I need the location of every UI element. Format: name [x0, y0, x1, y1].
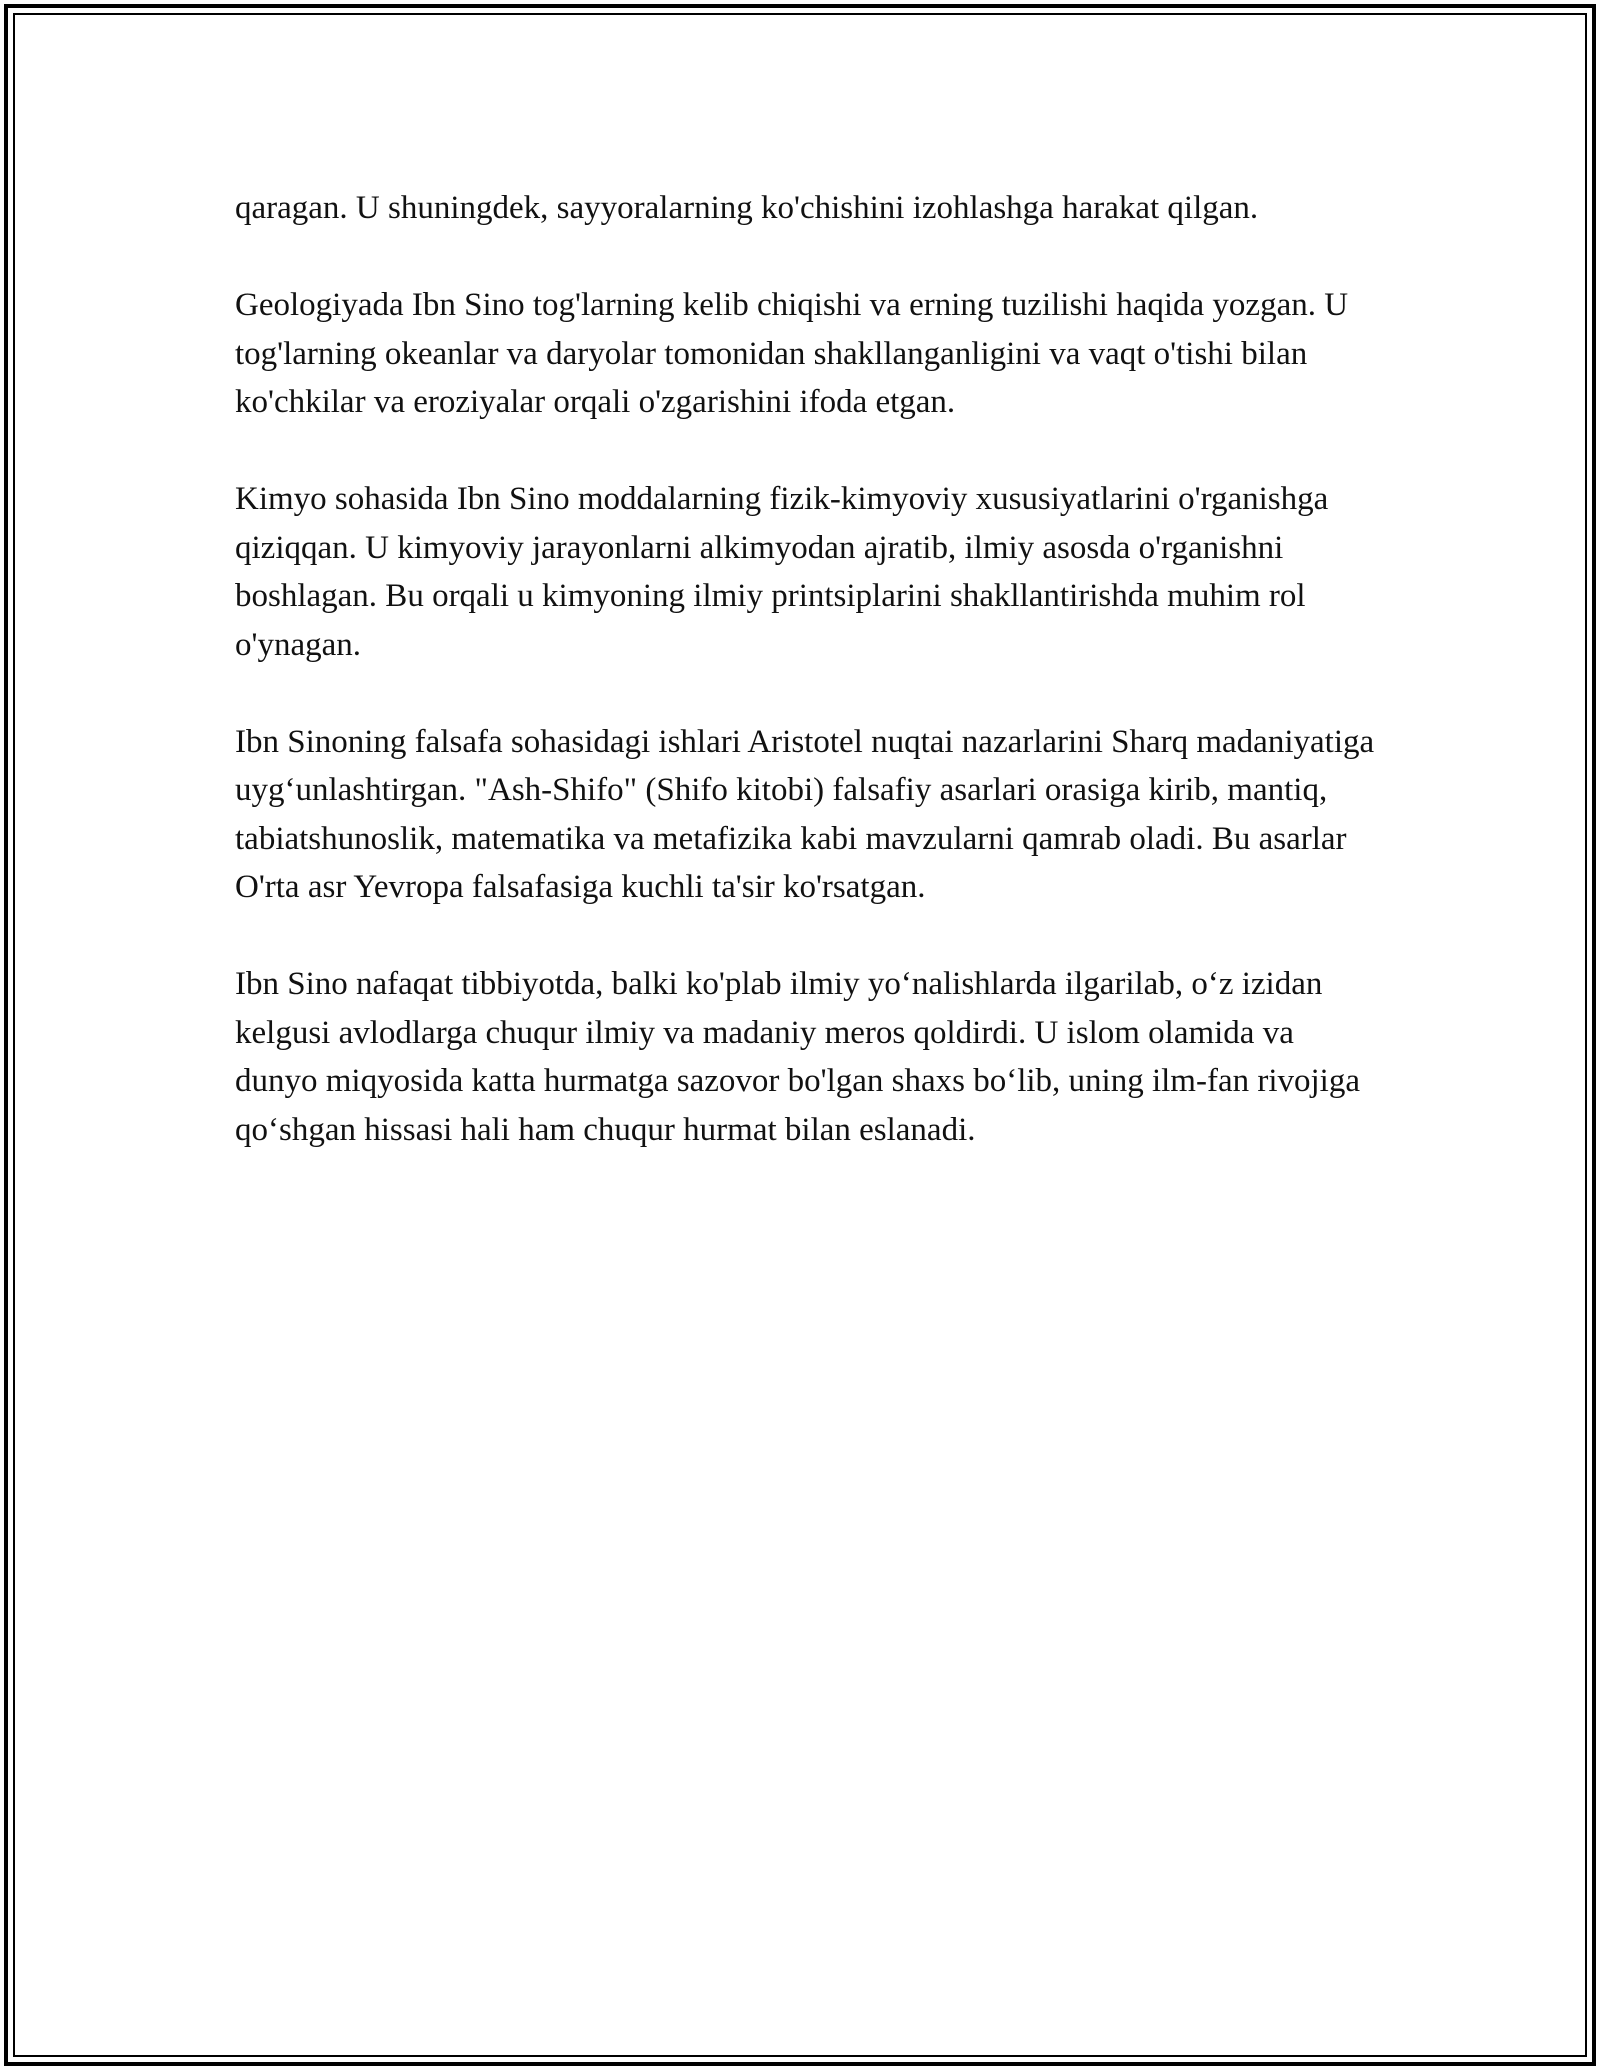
paragraph-chemistry: Kimyo sohasida Ibn Sino moddalarning fizik-kimyoviy xususiyatlarini o'rganishga qiziqqan. U kimyoviy jarayonlarni alkimyodan ajratib, ilmiy asosda o'rganishni boshlagan. Bu orqali u kimyoning ilmiy printsiplarini shakllantirishda muhim rol o'ynagan. — [235, 481, 1329, 663]
paragraph-legacy: Ibn Sino nafaqat tibbiyotda, balki ko'plab ilmiy yo‘nalishlarda ilgarilab, o‘z izidan kelgusi avlodlarga chuqur ilmiy va madaniy meros qoldirdi. U islom olamida va dunyo miqyosida katta hurmatga sazovor bo'lgan shaxs bo‘lib, uning ilm-fan rivojiga qo‘shgan hissasi hali ham chuqur hurmat bilan eslanadi. — [235, 966, 1360, 1148]
paragraph-astronomy-continuation: qaragan. U shuningdek, sayyoralarning ko'chishini izohlashga harakat qilgan. — [235, 190, 1259, 226]
paragraph-philosophy: Ibn Sinoning falsafa sohasidagi ishlari Aristotel nuqtai nazarlarini Sharq madaniyatiga uyg‘unlashtirgan. "Ash-Shifo" (Shifo kitobi) falsafiy asarlari orasiga kirib, mantiq, tabiatshunoslik, matematika va metafizika kabi mavzularni qamrab oladi. Bu asarlar O'rta asr Yevropa falsafasiga kuchli ta'sir ko'rsatgan. — [235, 723, 1375, 905]
document-body — [235, 184, 1375, 1203]
paragraph-geology: Geologiyada Ibn Sino tog'larning kelib chiqishi va erning tuzilishi haqida yozgan. U tog'larning okeanlar va daryolar tomonidan shakllanganligini va vaqt o'tishi bilan ko'chkilar va eroziyalar orqali o'zgarishini ifoda etgan. — [235, 287, 1349, 420]
